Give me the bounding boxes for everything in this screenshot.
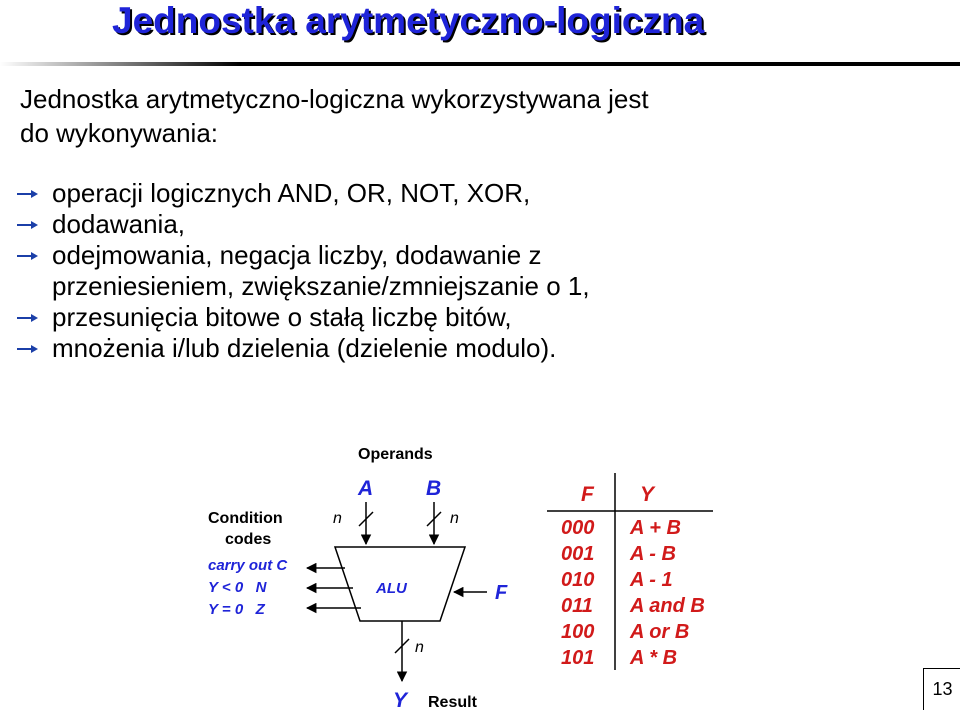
operand-a-label: A (358, 477, 374, 500)
bullet-item (0, 333, 940, 364)
alu-label: ALU (376, 580, 407, 597)
table-header-f: F (581, 483, 594, 506)
table-row-f: 000 (561, 517, 595, 539)
codes-label: codes (225, 531, 272, 548)
table-row-y: A - B (630, 543, 676, 565)
bullet-arrow-icon (17, 313, 39, 323)
bullet-text: mnożenia i/lub dzielenia (dzielenie modulo). (52, 333, 557, 363)
table-row-y: A + B (630, 517, 681, 539)
result-label: Result (428, 694, 477, 709)
operand-b-label: B (426, 477, 442, 500)
table-row-y: A and B (630, 595, 705, 617)
table-header-y: Y (640, 483, 655, 506)
intro-text (20, 82, 920, 150)
table-row-f: 011 (561, 595, 593, 617)
bullet-list (0, 178, 940, 364)
table-row-y: A * B (630, 647, 678, 669)
bullet-text: przesunięcia bitowe o stałą liczbę bitów, (52, 302, 512, 332)
intro-line-1: Jednostka arytmetyczno-logiczna wykorzystywana jest (20, 84, 649, 114)
bullet-item (0, 302, 940, 333)
bullet-item (0, 178, 940, 209)
bullet-text: operacji logicznych AND, OR, NOT, XOR, (52, 178, 531, 208)
alu-diagram (195, 438, 755, 709)
table-row-y: A or B (630, 621, 690, 643)
table-row-f: 100 (561, 621, 595, 643)
table-row-f: 001 (561, 543, 595, 565)
table-row-y: A - 1 (630, 569, 673, 591)
bullet-arrow-icon (17, 251, 39, 261)
negative-flag-label: Y < 0 N (208, 579, 267, 596)
bullet-item (0, 240, 940, 302)
bullet-text: odejmowania, negacja liczby, dodawanie z (52, 240, 542, 270)
f-input-label: F (495, 582, 508, 604)
table-row-f: 010 (561, 569, 595, 591)
slide-title: Jednostka arytmetyczno-logiczna (112, 0, 705, 41)
bullet-arrow-icon (17, 344, 39, 354)
function-table (547, 473, 713, 670)
n-left-label: n (333, 510, 342, 527)
bullet-arrow-icon (17, 189, 39, 199)
bullet-text-continued: przeniesieniem, zwiększanie/zmniejszanie o 1, (52, 271, 590, 301)
carry-out-label: carry out C (208, 557, 288, 574)
table-row-f: 101 (561, 647, 595, 669)
n-right-label: n (450, 510, 459, 527)
slide-number: 13 (923, 668, 960, 710)
bullet-arrow-icon (17, 220, 39, 230)
condition-label: Condition (208, 510, 283, 527)
operands-label: Operands (358, 446, 433, 463)
y-output-label: Y (393, 689, 408, 709)
title-divider (0, 62, 960, 66)
intro-line-2: do wykonywania: (20, 118, 218, 148)
bullet-item (0, 209, 940, 240)
bullet-text: dodawania, (52, 209, 185, 239)
zero-flag-label: Y = 0 Z (208, 601, 265, 618)
n-bottom-label: n (415, 639, 424, 656)
